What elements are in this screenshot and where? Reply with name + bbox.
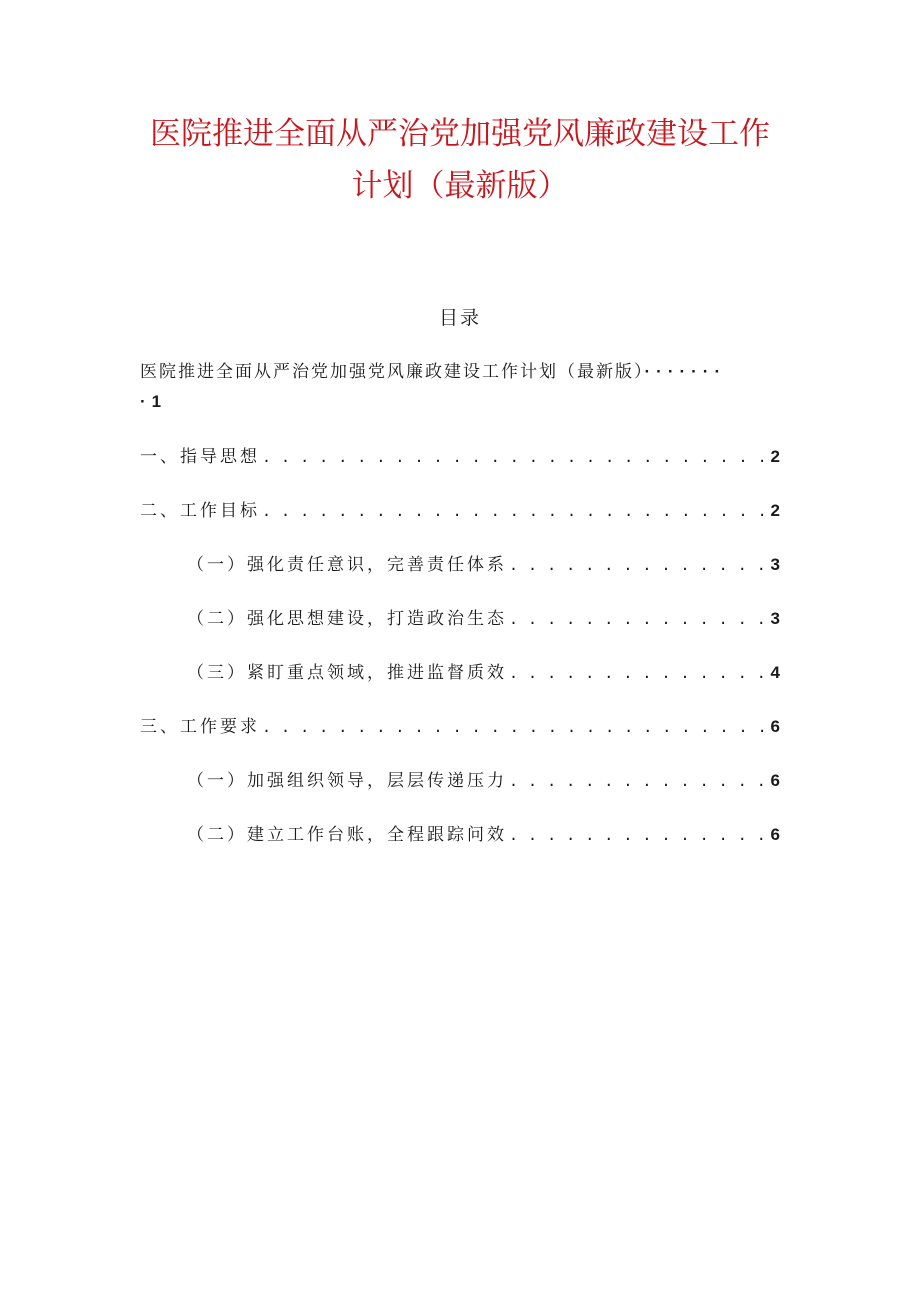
toc-page-number: 6	[770, 717, 780, 736]
toc-entry-label: 三、工作要求	[140, 717, 260, 737]
toc-entry-main-title[interactable]	[140, 357, 780, 417]
toc-leader-dots: ·······	[644, 362, 727, 381]
toc-page-number: 6	[770, 771, 780, 790]
toc-page-number: 3	[770, 609, 780, 628]
document-title-line-2: 计划（最新版）	[351, 168, 569, 204]
toc-entry[interactable]	[140, 712, 780, 737]
toc-entry-label: （三）紧盯重点领域，推进监督质效	[187, 663, 507, 683]
toc-entry-label: （一）加强组织领导，层层传递压力	[187, 771, 507, 791]
toc-entry[interactable]	[140, 442, 780, 467]
toc-page-number: 3	[770, 555, 780, 574]
document-title	[0, 108, 920, 212]
toc-leader-dots	[509, 826, 767, 844]
toc-leader-dots	[262, 718, 767, 736]
toc-page-number: 6	[770, 825, 780, 844]
toc-leader-dots	[262, 502, 767, 520]
toc-entry[interactable]	[187, 766, 780, 791]
toc-entry-label: 医院推进全面从严治党加强党风廉政建设工作计划（最新版）	[140, 362, 645, 382]
toc-entry-label: 一、指导思想	[140, 447, 260, 467]
toc-page-number: 4	[770, 663, 780, 682]
toc-entry-label: （一）强化责任意识，完善责任体系	[187, 555, 507, 575]
toc-leader-dots	[509, 610, 767, 628]
toc-entry[interactable]	[140, 496, 780, 521]
toc-entry[interactable]	[187, 820, 780, 845]
toc-leader-dots-wrap: ·	[140, 392, 152, 411]
toc-leader-dots	[509, 664, 767, 682]
toc-page-number: 2	[770, 501, 780, 520]
toc-entry-label: （二）强化思想建设，打造政治生态	[187, 609, 507, 629]
toc-page-number: 1	[151, 392, 162, 411]
document-title-line-1: 医院推进全面从严治党加强党风廉政建设工作	[150, 116, 770, 152]
toc-heading: 目录	[438, 307, 481, 329]
toc-leader-dots	[509, 772, 767, 790]
toc-entry[interactable]	[187, 550, 780, 575]
toc-leader-dots	[262, 448, 767, 466]
toc-entry-label: （二）建立工作台账，全程跟踪问效	[187, 825, 507, 845]
toc-entry[interactable]	[187, 658, 780, 683]
toc-page-number: 2	[770, 447, 780, 466]
toc-entry-label: 二、工作目标	[140, 501, 260, 521]
toc-entry[interactable]	[187, 604, 780, 629]
toc-leader-dots	[509, 556, 767, 574]
